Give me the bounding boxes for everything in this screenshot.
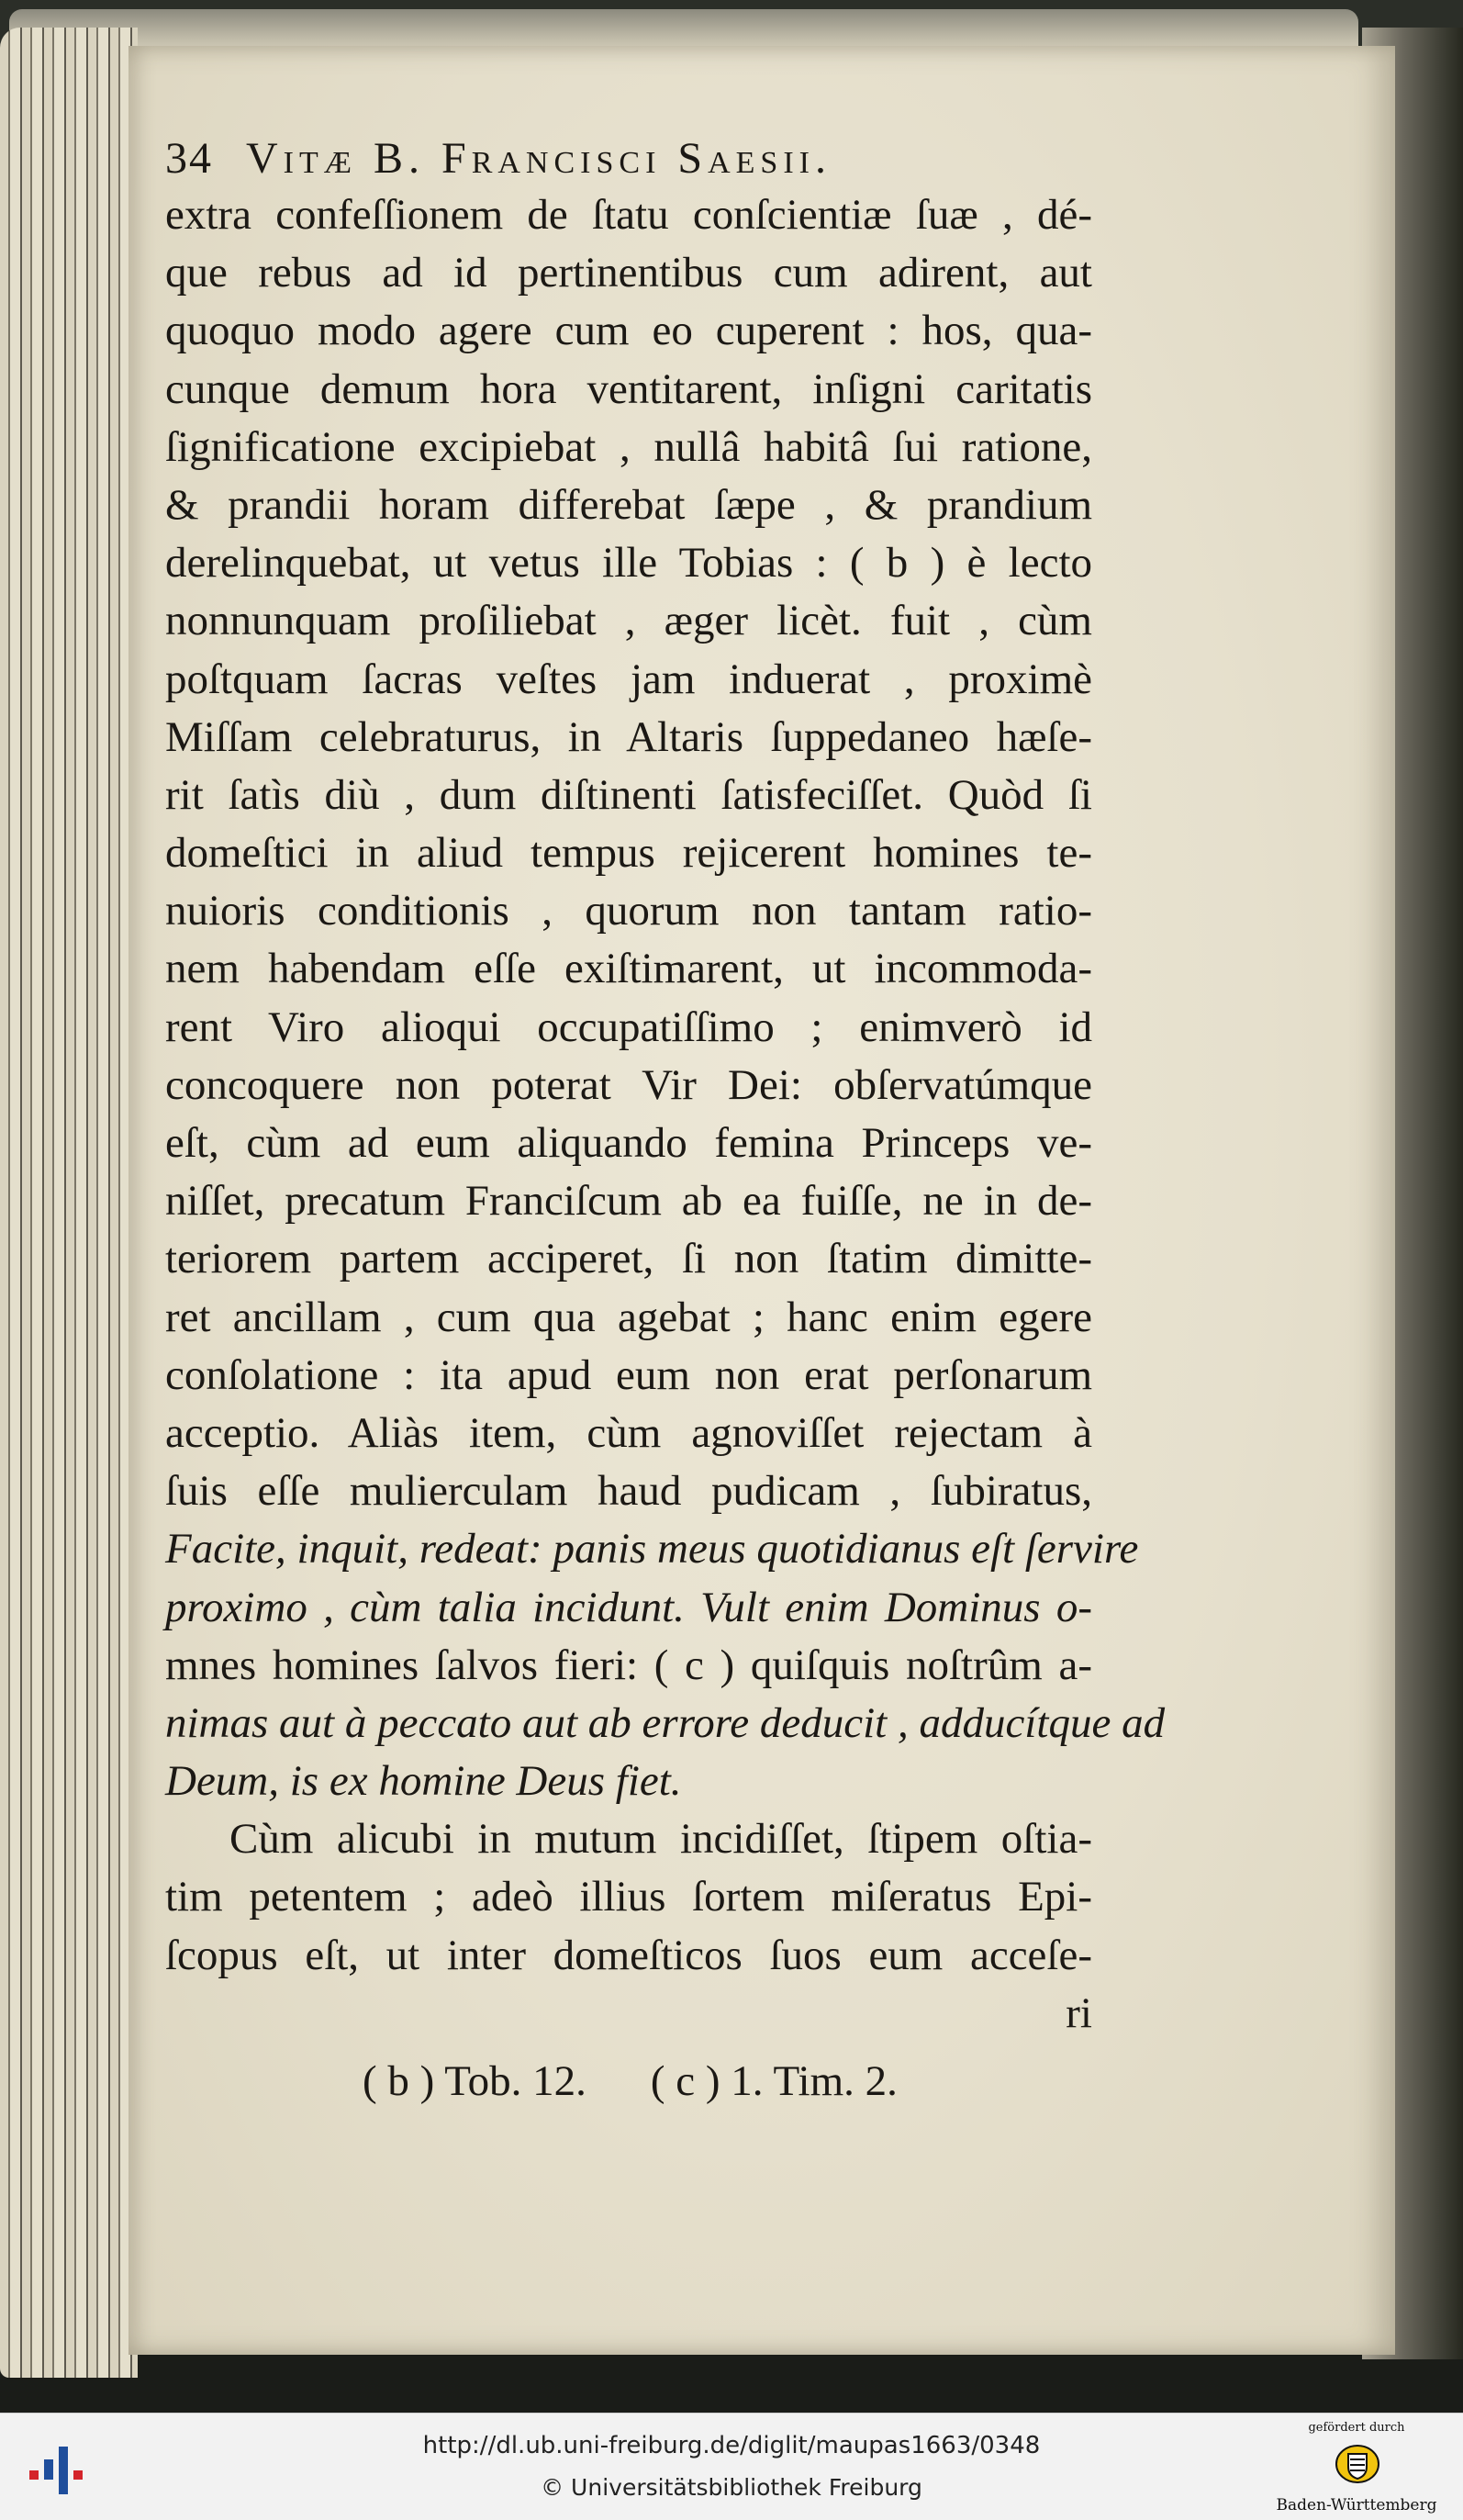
text-line: mnes homines ſalvos fieri: ( c ) quiſquis noſtrûm a- [165,1641,1092,1689]
footnote-c: ( c ) 1. Tim. 2. [650,2057,898,2105]
text-line: concoquere non poterat Vir Dei: obſervatúmque [165,1060,1092,1109]
text-line: eſt, cùm ad eum aliquando femina Princeps ve- [165,1119,1092,1167]
text-line-italic: Deum, is ex homine Deus fiet. [165,1757,682,1806]
text-line: ſuis eſſe mulierculam haud pudicam , ſubiratus, [165,1467,1092,1516]
text-line: Miſſam celebraturus, in Altaris ſuppedaneo hæſe- [165,712,1092,761]
text-line: niſſet, precatum Franciſcum ab ea fuiſſe, ne in de- [165,1177,1092,1226]
viewer-footer-bar [0,2413,1463,2520]
copyright-notice: © Universitätsbibliothek Freiburg [541,2474,922,2501]
page-stack-edge [0,28,138,2378]
text-line: que rebus ad id pertinentibus cum adirent, aut [165,249,1092,297]
text-line: tim petentem ; adeò illius ſortem miſeratus Epi- [165,1873,1092,1921]
text-line: domeſtici in aliud tempus rejicerent homines te- [165,829,1092,878]
text-line: acceptio. Aliàs item, cùm agnoviſſet rejectam à [165,1408,1092,1457]
sponsor-name: Baden-Württemberg [1276,2496,1437,2514]
text-line: ret ancillam , cum qua agebat ; hanc enim egere [165,1293,1092,1341]
text-line: & prandii horam differebat ſæpe , & prandium [165,480,1092,529]
text-line: nem habendam eſſe exiſtimarent, ut incommoda- [165,945,1092,993]
text-line: extra confeſſionem de ſtatu conſcientiæ ſuæ , dé- [165,191,1092,239]
text-line: nuioris conditionis , quorum non tantam ratio- [165,887,1092,935]
footnotes [363,2056,898,2106]
footnote-b: ( b ) Tob. 12. [363,2057,586,2105]
text-line: rent Viro alioqui occupatiſſimo ; enimverò id [165,1002,1092,1051]
text-line: quoquo modo agere cum eo cuperent : hos, qua- [165,307,1092,355]
text-line: conſolatione : ita apud eum non erat perſonarum [165,1350,1092,1399]
page-number: 34 [165,134,213,183]
text-line: cunque demum hora ventitarent, inſigni caritatis [165,364,1092,413]
text-line-italic: nimas aut à peccato aut ab errore deducit , adducítque ad [165,1698,1166,1747]
text-line: ſignificatione excipiebat , nullâ habitâ ſui ratione, [165,422,1092,471]
text-line: derelinquebat, ut vetus ille Tobias : ( b ) è lecto [165,539,1092,588]
running-head [165,133,1092,186]
catchword: ri [1066,1988,1092,2037]
text-line: rit ſatìs diù , dum diſtinenti ſatisfeciſſet. Quòd ſi [165,770,1092,819]
text-line: poſtquam ſacras veſtes jam induerat , proximè [165,655,1092,703]
running-title: Vitæ B. Francisci Saesii. [246,134,832,183]
coat-of-arms-icon [1335,2441,1380,2487]
text-line-italic: Facite, inquit, redeat: panis meus quotidianus eſt ſervire [165,1525,1139,1574]
text-line-italic: proximo , cùm talia incidunt. Vult enim Dominus o- [165,1583,1092,1631]
paragraph-first-line: Cùm alicubi in mutum incidiſſet, ſtipem oſtia- [229,1815,1092,1864]
text-line: teriorem partem acciperet, ſi non ſtatim dimitte- [165,1235,1092,1283]
permalink-url[interactable]: http://dl.ub.uni-freiburg.de/diglit/maupas1663/0348 [422,2432,1041,2459]
text-line: ſcopus eſt, ut inter domeſticos ſuos eum acceſe- [165,1931,1092,1979]
sponsor-badge [1265,2421,1448,2516]
text-line: nonnunquam proſiliebat , æger licèt. fuit , cùm [165,597,1092,645]
sponsor-label: gefördert durch [1308,2421,1405,2435]
page-text [165,133,1166,2043]
